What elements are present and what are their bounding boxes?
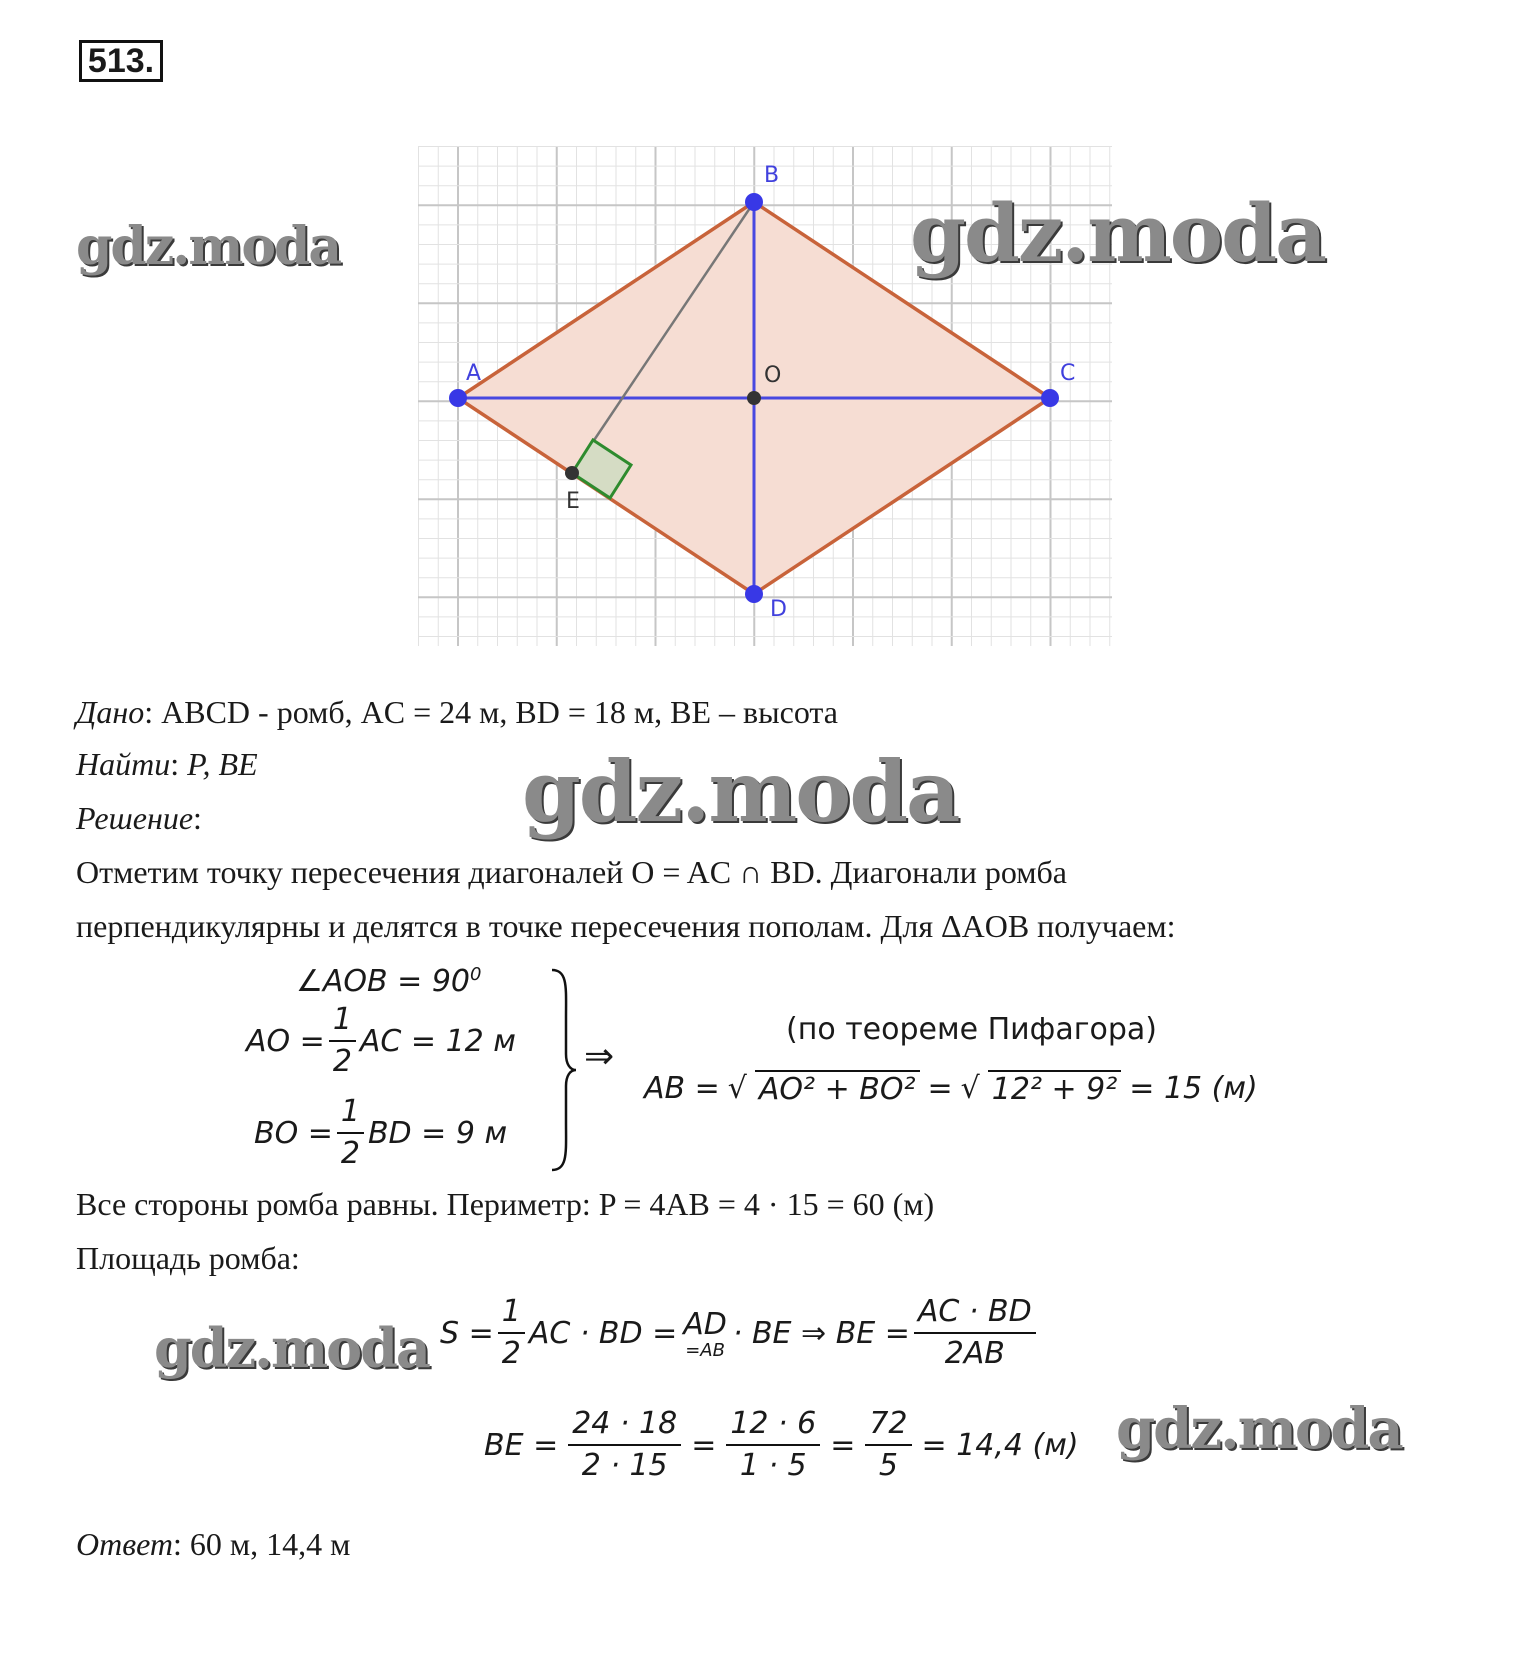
implies-arrow: ⇒	[584, 1036, 615, 1077]
find-text: P, BE	[187, 746, 258, 782]
be-calculation: BE = $\frac{24 \cdot 18}{2 \cdot 15}$ = $\frac{12 \cdot 6}{1 \cdot 5}$ = $\frac{72}{5}$ = 14,4 (м)	[484, 1406, 1079, 1483]
solution-label: Решение	[76, 800, 194, 836]
answer-text: 60 м, 14,4 м	[189, 1526, 351, 1562]
fraction-half: $\frac{1}{2}$	[498, 1292, 525, 1374]
paragraph-2: перпендикулярны и делятся в точке пересечения пополам. Для ΔAOB получаем:	[76, 908, 1176, 944]
watermark: gdz.moda	[910, 186, 1325, 280]
given-line: Дано: ABCD - ромб, AC = 24 м, BD = 18 м, BE – высота	[76, 694, 838, 730]
right-brace-icon	[548, 968, 578, 1172]
given-label: Дано	[76, 694, 145, 730]
point-e	[565, 466, 579, 480]
given-text: ABCD - ромб, AC = 24 м, BD = 18 м, BE – высота	[161, 694, 838, 730]
point-d	[745, 585, 763, 603]
ao-equation: AO = $\frac{1}{2}$ AC = 12 м	[246, 1000, 516, 1082]
sqrt-icon: √	[727, 1071, 747, 1106]
paragraph-1: Отметим точку пересечения диагоналей O = AC ∩ BD. Диагонали ромба	[76, 854, 1067, 890]
point-a	[449, 389, 467, 407]
watermark: gdz.moda	[1116, 1396, 1402, 1462]
point-b	[745, 193, 763, 211]
watermark: gdz.moda	[154, 1316, 429, 1380]
ad-underbrace: AD =AB	[683, 1306, 727, 1361]
problem-number: 513.	[79, 40, 163, 82]
answer-line: Ответ: 60 м, 14,4 м	[76, 1526, 351, 1562]
ab-equation: AB = √ AO² + BO² = √ 12² + 9² = 15 (м)	[644, 1071, 1258, 1107]
fraction-be: $\frac{AC \cdot BD}{2AB}$	[914, 1292, 1036, 1374]
label-b: B	[764, 163, 780, 188]
label-d: D	[770, 597, 787, 622]
sqrt-icon: √	[960, 1071, 980, 1106]
solution-line: Решение:	[76, 800, 202, 836]
point-o	[747, 391, 761, 405]
fraction-half: $\frac{1}{2}$	[329, 1000, 356, 1082]
point-c	[1041, 389, 1059, 407]
find-label: Найти	[76, 746, 171, 782]
area-formula: S = $\frac{1}{2}$ AC · BD = AD =AB · BE ⇒ BE = $\frac{AC \cdot BD}{2AB}$	[440, 1292, 1040, 1374]
watermark: gdz.moda	[522, 742, 959, 841]
angle-aob: ∠AOB = $90^0$	[296, 964, 482, 999]
label-c: C	[1060, 361, 1076, 386]
label-o: O	[764, 363, 782, 388]
bo-equation: BO = $\frac{1}{2}$ BD = 9 м	[254, 1092, 507, 1174]
watermark: gdz.moda	[76, 216, 341, 277]
area-label: Площадь ромба:	[76, 1240, 300, 1276]
fraction-half: $\frac{1}{2}$	[337, 1092, 364, 1174]
label-a: A	[466, 361, 482, 386]
pythagoras-note: (по теореме Пифагора)	[786, 1012, 1157, 1047]
find-line: Найти: P, BE	[76, 746, 258, 782]
perimeter-line: Все стороны ромба равны. Периметр: P = 4AB = 4 · 15 = 60 (м)	[76, 1186, 935, 1222]
answer-label: Ответ	[76, 1526, 173, 1562]
label-e: E	[566, 489, 580, 514]
